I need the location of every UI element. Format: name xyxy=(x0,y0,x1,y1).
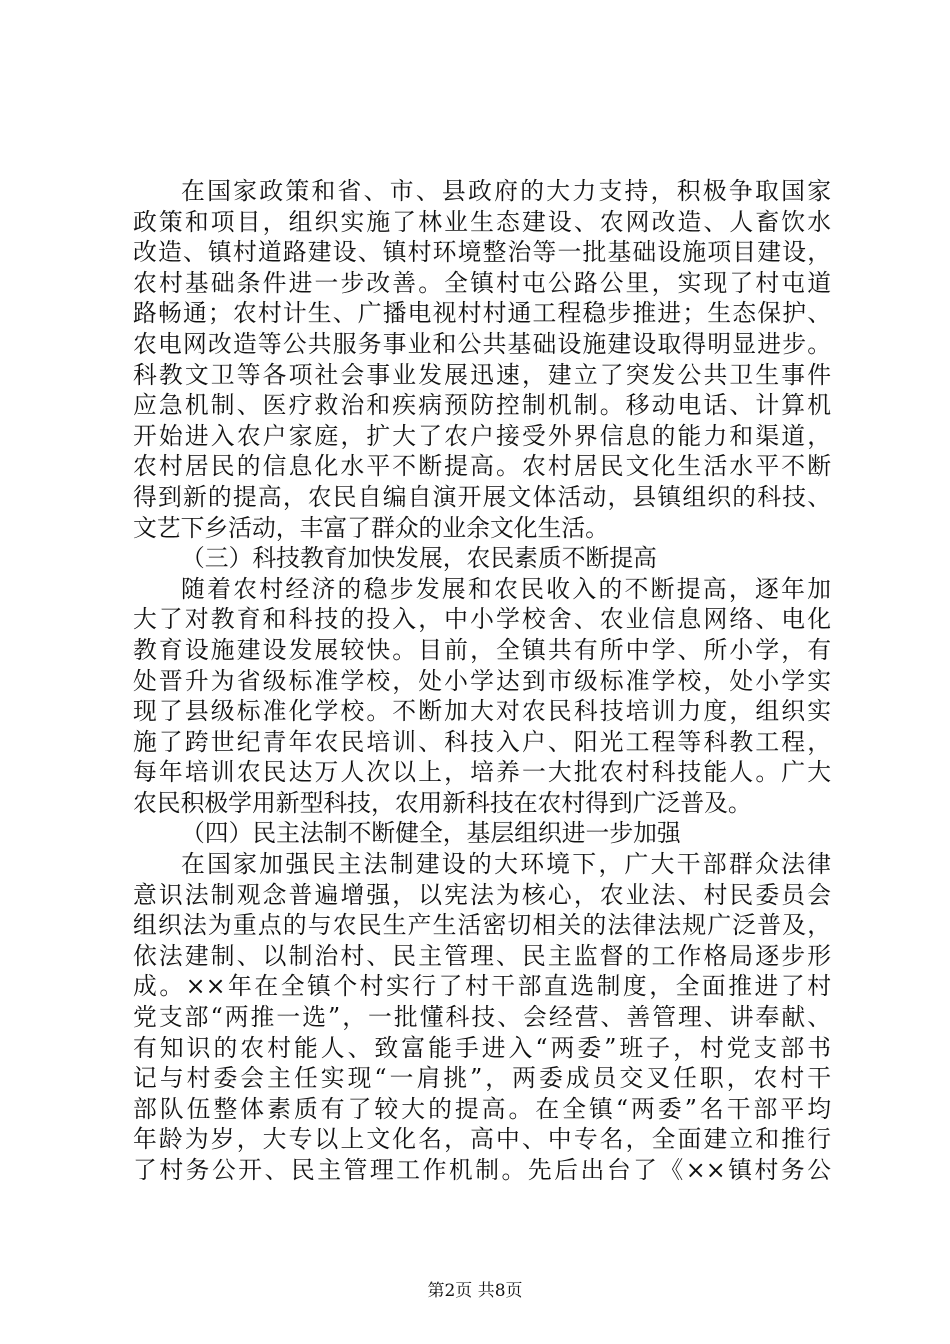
page-footer: 第2页 共8页 xyxy=(427,1281,523,1301)
paragraph-line: 应急机制、医疗救治和疾病预防控制机制。移动电话、计算机 xyxy=(133,391,831,420)
paragraph-line: 大了对教育和科技的投入，中小学校舍、农业信息网络、电化 xyxy=(133,605,831,634)
section-heading: （三）科技教育加快发展，农民素质不断提高 xyxy=(181,544,657,573)
paragraph-line: 组织法为重点的与农民生产生活密切相关的法律法规广泛普及， xyxy=(133,911,831,940)
paragraph-line: 意识法制观念普遍增强，以宪法为核心，农业法、村民委员会 xyxy=(133,880,831,909)
paragraph-line: 年龄为岁，大专以上文化名，高中、中专名，全面建立和推行 xyxy=(133,1125,831,1154)
paragraph-line: 教育设施建设发展较快。目前，全镇共有所中学、所小学，有 xyxy=(133,635,831,664)
paragraph-line: 成。××年在全镇个村实行了村干部直选制度，全面推进了村 xyxy=(133,972,831,1001)
document-body xyxy=(133,176,831,1186)
paragraph-line: 文艺下乡活动，丰富了群众的业余文化生活。 xyxy=(133,513,609,542)
paragraph-line: 现了县级标准化学校。不断加大对农民科技培训力度，组织实 xyxy=(133,697,831,726)
paragraph-line: 政策和项目，组织实施了林业生态建设、农网改造、人畜饮水 xyxy=(133,207,831,236)
paragraph-line: 路畅通；农村计生、广播电视村村通工程稳步推进；生态保护、 xyxy=(133,299,831,328)
paragraph-line: 记与村委会主任实现“一肩挑”，两委成员交叉任职，农村干 xyxy=(133,1064,831,1093)
paragraph-line: 施了跨世纪青年农民培训、科技入户、阳光工程等科教工程， xyxy=(133,727,831,756)
paragraph-line: 农村居民的信息化水平不断提高。农村居民文化生活水平不断 xyxy=(133,452,831,481)
paragraph-line: 农村基础条件进一步改善。全镇村屯公路公里，实现了村屯道 xyxy=(133,268,831,297)
paragraph-line: 了村务公开、民主管理工作机制。先后出台了《××镇村务公 xyxy=(133,1156,831,1184)
paragraph-line: 得到新的提高，农民自编自演开展文体活动，县镇组织的科技、 xyxy=(133,482,831,511)
paragraph-line: 科教文卫等各项社会事业发展迅速，建立了突发公共卫生事件 xyxy=(133,360,831,389)
paragraph-line: 开始进入农户家庭，扩大了农户接受外界信息的能力和渠道， xyxy=(133,421,831,450)
paragraph-line: 有知识的农村能人、致富能手进入“两委”班子，村党支部书 xyxy=(133,1033,831,1062)
paragraph-line: 党支部“两推一选”，一批懂科技、会经营、善管理、讲奉献、 xyxy=(133,1003,831,1032)
paragraph-line: 随着农村经济的稳步发展和农民收入的不断提高，逐年加 xyxy=(181,574,831,603)
paragraph-line: 在国家政策和省、市、县政府的大力支持，积极争取国家 xyxy=(181,177,831,205)
paragraph-line: 农电网改造等公共服务事业和公共基础设施建设取得明显进步。 xyxy=(133,329,831,358)
paragraph-line: 每年培训农民达万人次以上，培养一大批农村科技能人。广大 xyxy=(133,758,831,787)
paragraph-line: 处晋升为省级标准学校，处小学达到市级标准学校，处小学实 xyxy=(133,666,831,695)
paragraph-line: 依法建制、以制治村、民主管理、民主监督的工作格局逐步形 xyxy=(133,941,831,970)
paragraph-line: 部队伍整体素质有了较大的提高。在全镇“两委”名干部平均 xyxy=(133,1094,831,1123)
paragraph-line: 在国家加强民主法制建设的大环境下，广大干部群众法律 xyxy=(181,850,831,879)
section-heading: （四）民主法制不断健全，基层组织进一步加强 xyxy=(181,819,681,848)
paragraph-line: 农民积极学用新型科技，农用新科技在农村得到广泛普及。 xyxy=(133,788,752,817)
paragraph-line: 改造、镇村道路建设、镇村环境整治等一批基础设施项目建设， xyxy=(133,238,831,267)
